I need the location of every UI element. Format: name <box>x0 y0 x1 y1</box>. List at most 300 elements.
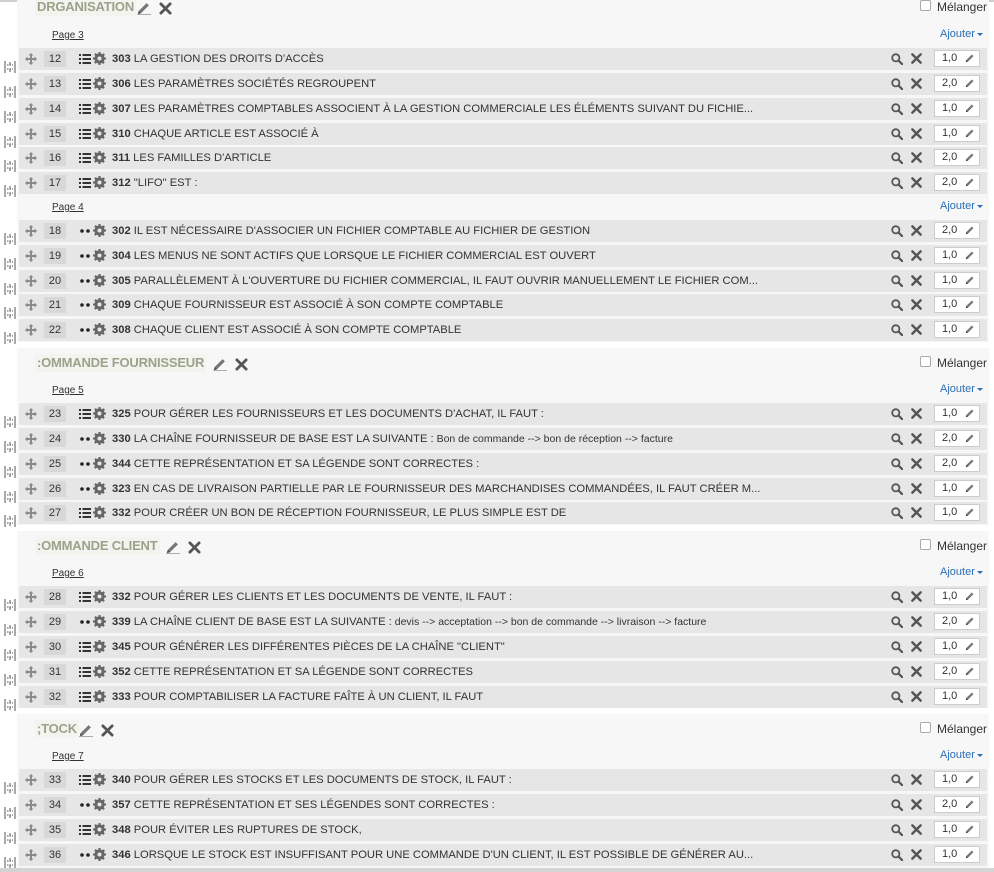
page-break-icon[interactable] <box>4 136 16 148</box>
search-icon[interactable] <box>891 128 903 140</box>
pencil-icon[interactable] <box>965 299 975 309</box>
max-mark-field[interactable] <box>934 50 980 67</box>
max-mark-field[interactable] <box>934 771 980 788</box>
page-link[interactable]: Page 7 <box>52 751 84 762</box>
page-break-icon[interactable] <box>4 515 16 527</box>
move-arrows-icon[interactable] <box>25 225 37 237</box>
gear-icon[interactable] <box>93 615 106 628</box>
question-title: CHAQUE CLIENT EST ASSOCIÉ À SON COMPTE COMPTABLE <box>133 324 462 336</box>
max-mark-value: 1,0 <box>942 848 958 860</box>
close-icon[interactable] <box>911 53 922 64</box>
move-arrows-icon[interactable] <box>25 408 37 420</box>
max-mark-field[interactable] <box>934 663 980 680</box>
shuffle-checkbox[interactable] <box>920 356 931 367</box>
move-arrows-icon[interactable] <box>25 128 37 140</box>
max-mark-value: 2,0 <box>942 224 958 236</box>
gear-icon[interactable] <box>93 690 106 703</box>
page-break-icon[interactable] <box>4 283 16 295</box>
pencil-icon[interactable] <box>965 458 975 468</box>
add-dropdown-button[interactable] <box>940 28 983 40</box>
move-arrows-icon[interactable] <box>25 666 37 678</box>
move-arrows-icon[interactable] <box>25 799 37 811</box>
pencil-icon[interactable] <box>965 128 975 138</box>
caret-down-icon <box>977 205 983 208</box>
question-title: POUR GÉRER LES STOCKS ET LES DOCUMENTS DE STOCK, IL FAUT : <box>133 774 512 786</box>
delete-section-close-icon[interactable] <box>188 541 202 555</box>
gear-icon[interactable] <box>93 224 106 237</box>
max-mark-field[interactable] <box>934 296 980 313</box>
move-arrows-icon[interactable] <box>25 824 37 836</box>
page-break-icon[interactable] <box>4 649 16 661</box>
question-text[interactable] <box>112 147 271 169</box>
question-id: 304 <box>112 250 131 262</box>
move-arrows-icon[interactable] <box>25 507 37 519</box>
close-icon[interactable] <box>911 128 922 139</box>
search-icon[interactable] <box>891 849 903 861</box>
gear-icon[interactable] <box>93 665 106 678</box>
pencil-icon[interactable] <box>965 324 975 334</box>
pencil-icon[interactable] <box>965 250 975 260</box>
pencil-icon[interactable] <box>965 666 975 676</box>
move-arrows-icon[interactable] <box>25 177 37 189</box>
max-mark-value: 2,0 <box>942 151 958 163</box>
question-row <box>19 453 987 475</box>
move-arrows-icon[interactable] <box>25 458 37 470</box>
search-icon[interactable] <box>891 275 903 287</box>
question-number: 33 <box>44 772 66 788</box>
close-icon[interactable] <box>911 824 922 835</box>
gear-icon[interactable] <box>93 590 106 603</box>
question-title: LA CHAÎNE CLIENT DE BASE EST LA SUIVANTE : <box>133 616 392 628</box>
pencil-icon[interactable] <box>965 507 975 517</box>
pencil-icon[interactable] <box>965 591 975 601</box>
delete-section-close-icon[interactable] <box>101 724 115 738</box>
search-icon[interactable] <box>891 103 903 115</box>
search-icon[interactable] <box>891 591 903 603</box>
shuffle-checkbox[interactable] <box>920 539 931 550</box>
max-mark-field[interactable] <box>934 100 980 117</box>
question-text[interactable] <box>112 270 758 292</box>
question-title: CETTE REPRÉSENTATION ET SES LÉGENDES SONT CORRECTES : <box>133 799 495 811</box>
search-icon[interactable] <box>891 824 903 836</box>
gear-icon[interactable] <box>93 298 106 311</box>
close-icon[interactable] <box>911 616 922 627</box>
question-number: 22 <box>44 322 66 338</box>
question-title: LES FAMILLES D'ARTICLE <box>133 152 272 164</box>
page-break-icon[interactable] <box>4 832 16 844</box>
edit-section-pencil-icon[interactable] <box>137 1 151 15</box>
gear-icon[interactable] <box>93 52 106 65</box>
page-break-icon[interactable] <box>4 416 16 428</box>
pencil-icon[interactable] <box>965 53 975 63</box>
edit-section-pencil-icon[interactable] <box>79 723 93 737</box>
search-icon[interactable] <box>891 78 903 90</box>
pencil-icon[interactable] <box>965 691 975 701</box>
search-icon[interactable] <box>891 225 903 237</box>
pencil-icon[interactable] <box>965 824 975 834</box>
shuffle-toggle[interactable] <box>920 0 994 14</box>
search-icon[interactable] <box>891 299 903 311</box>
search-icon[interactable] <box>891 433 903 445</box>
max-mark-field[interactable] <box>934 174 980 191</box>
shuffle-label: Mélanger <box>937 356 988 370</box>
page-link[interactable]: Page 6 <box>52 568 84 579</box>
caret-down-icon <box>977 754 983 757</box>
page-break-icon[interactable] <box>4 699 16 711</box>
question-number: 26 <box>44 481 66 497</box>
list-icon <box>79 177 91 189</box>
max-mark-field[interactable] <box>934 455 980 472</box>
close-icon[interactable] <box>911 275 922 286</box>
page-break-icon[interactable] <box>4 807 16 819</box>
page-break-icon[interactable] <box>4 61 16 73</box>
gear-icon[interactable] <box>93 77 106 90</box>
question-text[interactable] <box>112 245 596 267</box>
pencil-icon[interactable] <box>965 408 975 418</box>
search-icon[interactable] <box>891 691 903 703</box>
page-break-icon[interactable] <box>4 307 16 319</box>
gear-icon[interactable] <box>93 127 106 140</box>
move-arrows-icon[interactable] <box>25 691 37 703</box>
question-id: 303 <box>112 53 131 65</box>
question-number: 20 <box>44 273 66 289</box>
close-icon[interactable] <box>911 433 922 444</box>
search-icon[interactable] <box>891 458 903 470</box>
add-dropdown-button[interactable] <box>940 749 983 761</box>
page-break-icon[interactable] <box>4 185 16 197</box>
search-icon[interactable] <box>891 324 903 336</box>
gear-icon[interactable] <box>93 798 106 811</box>
close-icon[interactable] <box>911 691 922 702</box>
pencil-icon[interactable] <box>965 275 975 285</box>
question-title: LA CHAÎNE FOURNISSEUR DE BASE EST LA SUIVANTE : <box>133 433 434 445</box>
max-mark-field[interactable] <box>934 321 980 338</box>
search-icon[interactable] <box>891 799 903 811</box>
question-text[interactable] <box>112 220 590 242</box>
question-id: 346 <box>112 849 131 861</box>
question-text[interactable] <box>112 661 473 683</box>
question-text[interactable] <box>112 453 479 475</box>
question-id: 307 <box>112 103 131 115</box>
question-title: "LIFO" EST : <box>133 177 198 189</box>
close-icon[interactable] <box>911 408 922 419</box>
search-icon[interactable] <box>891 641 903 653</box>
page-break-icon[interactable] <box>4 674 16 686</box>
gear-icon[interactable] <box>93 323 106 336</box>
question-text[interactable] <box>112 98 753 120</box>
page-break-icon[interactable] <box>4 599 16 611</box>
close-icon[interactable] <box>911 774 922 785</box>
question-row <box>19 611 987 633</box>
question-text[interactable] <box>112 769 512 791</box>
dots-icon <box>79 616 91 628</box>
page-break-icon[interactable] <box>4 782 16 794</box>
question-number: 31 <box>44 664 66 680</box>
max-mark-field[interactable] <box>934 149 980 166</box>
pencil-icon[interactable] <box>965 103 975 113</box>
close-icon[interactable] <box>911 250 922 261</box>
question-row <box>19 123 987 145</box>
gear-icon[interactable] <box>93 274 106 287</box>
question-title: CHAQUE ARTICLE EST ASSOCIÉ À <box>133 128 319 140</box>
question-text[interactable] <box>112 586 512 608</box>
max-mark-value: 1,0 <box>942 506 958 518</box>
search-icon[interactable] <box>891 616 903 628</box>
question-id: 325 <box>112 408 131 420</box>
question-number: 30 <box>44 639 66 655</box>
move-arrows-icon[interactable] <box>25 275 37 287</box>
move-arrows-icon[interactable] <box>25 849 37 861</box>
shuffle-toggle[interactable] <box>920 356 994 370</box>
close-icon[interactable] <box>911 78 922 89</box>
move-arrows-icon[interactable] <box>25 483 37 495</box>
question-text[interactable] <box>112 172 197 194</box>
move-arrows-icon[interactable] <box>25 250 37 262</box>
page-break-icon[interactable] <box>4 491 16 503</box>
max-mark-field[interactable] <box>934 75 980 92</box>
gear-icon[interactable] <box>93 432 106 445</box>
gear-icon[interactable] <box>93 823 106 836</box>
pencil-icon[interactable] <box>965 799 975 809</box>
question-title: LES PARAMÈTRES COMPTABLES ASSOCIENT À LA GESTION COMMERCIALE LES ÉLÉMENTS SUIVANT DU FICHIE... <box>133 103 754 115</box>
max-mark-value: 2,0 <box>942 798 958 810</box>
question-number: 12 <box>44 51 66 67</box>
page-link[interactable]: Page 5 <box>52 385 84 396</box>
edit-section-pencil-icon[interactable] <box>166 540 180 554</box>
pencil-icon[interactable] <box>965 483 975 493</box>
question-number: 28 <box>44 589 66 605</box>
gear-icon[interactable] <box>93 407 106 420</box>
question-title: LES MENUS NE SONT ACTIFS QUE LORSQUE LE FICHIER COMMERCIAL EST OUVERT <box>133 250 596 262</box>
page-link[interactable]: Page 3 <box>52 30 84 41</box>
max-mark-field[interactable] <box>934 480 980 497</box>
question-id: 311 <box>112 152 131 164</box>
gear-icon[interactable] <box>93 848 106 861</box>
max-mark-value: 1,0 <box>942 482 958 494</box>
move-arrows-icon[interactable] <box>25 774 37 786</box>
search-icon[interactable] <box>891 250 903 262</box>
question-text[interactable] <box>112 294 503 316</box>
question-row <box>19 794 987 816</box>
question-text[interactable] <box>112 611 706 633</box>
max-mark-field[interactable] <box>934 430 980 447</box>
pencil-icon[interactable] <box>965 78 975 88</box>
max-mark-value: 1,0 <box>942 102 958 114</box>
max-mark-field[interactable] <box>934 688 980 705</box>
search-icon[interactable] <box>891 483 903 495</box>
close-icon[interactable] <box>911 666 922 677</box>
edit-section-pencil-icon[interactable] <box>213 357 227 371</box>
page-break-icon[interactable] <box>4 466 16 478</box>
close-icon[interactable] <box>911 152 922 163</box>
question-title: POUR CRÉER UN BON DE RÉCEPTION FOURNISSEUR, LE PLUS SIMPLE EST DE <box>133 507 567 519</box>
shuffle-checkbox[interactable] <box>920 0 931 11</box>
pencil-icon[interactable] <box>965 849 975 859</box>
move-arrows-icon[interactable] <box>25 152 37 164</box>
question-text[interactable] <box>112 686 483 708</box>
page-break-icon[interactable] <box>4 332 16 344</box>
gear-icon[interactable] <box>93 506 106 519</box>
close-icon[interactable] <box>911 177 922 188</box>
max-mark-field[interactable] <box>934 222 980 239</box>
max-mark-field[interactable] <box>934 796 980 813</box>
question-text[interactable] <box>112 428 673 450</box>
pencil-icon[interactable] <box>965 433 975 443</box>
max-mark-field[interactable] <box>934 247 980 264</box>
close-icon[interactable] <box>911 799 922 810</box>
max-mark-field[interactable] <box>934 613 980 630</box>
question-id: 312 <box>112 177 131 189</box>
max-mark-value: 1,0 <box>942 640 958 652</box>
question-detail: Bon de commande --> bon de réception --> facture <box>433 433 673 445</box>
add-dropdown-button[interactable] <box>940 566 983 578</box>
shuffle-checkbox[interactable] <box>920 722 931 733</box>
add-dropdown-button[interactable] <box>940 200 983 212</box>
gear-icon[interactable] <box>93 249 106 262</box>
section-title: :OMMANDE CLIENT <box>37 538 158 553</box>
dots-icon <box>79 299 91 311</box>
max-mark-field[interactable] <box>934 504 980 521</box>
search-icon[interactable] <box>891 177 903 189</box>
gear-icon[interactable] <box>93 457 106 470</box>
search-icon[interactable] <box>891 53 903 65</box>
pencil-icon[interactable] <box>965 616 975 626</box>
question-id: 306 <box>112 78 131 90</box>
delete-section-close-icon[interactable] <box>235 358 249 372</box>
close-icon[interactable] <box>911 324 922 335</box>
close-icon[interactable] <box>911 103 922 114</box>
close-icon[interactable] <box>911 225 922 236</box>
close-icon[interactable] <box>911 507 922 518</box>
question-text[interactable] <box>112 819 362 841</box>
question-number: 27 <box>44 505 66 521</box>
page-break-icon[interactable] <box>4 441 16 453</box>
search-icon[interactable] <box>891 507 903 519</box>
max-mark-field[interactable] <box>934 272 980 289</box>
move-arrows-icon[interactable] <box>25 78 37 90</box>
question-number: 17 <box>44 175 66 191</box>
page-break-icon[interactable] <box>4 233 16 245</box>
add-dropdown-button[interactable] <box>940 383 983 395</box>
close-icon[interactable] <box>911 458 922 469</box>
add-label: Ajouter <box>940 200 975 212</box>
max-mark-field[interactable] <box>934 821 980 838</box>
page-break-icon[interactable] <box>4 111 16 123</box>
search-icon[interactable] <box>891 666 903 678</box>
question-text[interactable] <box>112 502 566 524</box>
question-number: 35 <box>44 822 66 838</box>
dots-icon <box>79 799 91 811</box>
move-arrows-icon[interactable] <box>25 103 37 115</box>
page-break-icon[interactable] <box>4 624 16 636</box>
question-text[interactable] <box>112 48 324 70</box>
question-number: 32 <box>44 689 66 705</box>
pencil-icon[interactable] <box>965 225 975 235</box>
move-arrows-icon[interactable] <box>25 616 37 628</box>
move-arrows-icon[interactable] <box>25 324 37 336</box>
section-title: DRGANISATION <box>37 0 135 14</box>
question-number: 34 <box>44 797 66 813</box>
page-break-icon[interactable] <box>4 86 16 98</box>
question-title: POUR COMPTABILISER LA FACTURE FAÎTE À UN CLIENT, IL FAUT <box>133 691 484 703</box>
gear-icon[interactable] <box>93 176 106 189</box>
question-text[interactable] <box>112 73 376 95</box>
max-mark-field[interactable] <box>934 405 980 422</box>
gear-icon[interactable] <box>93 151 106 164</box>
move-arrows-icon[interactable] <box>25 641 37 653</box>
gear-icon[interactable] <box>93 482 106 495</box>
close-icon[interactable] <box>911 299 922 310</box>
section-title: ;TOCK <box>37 721 77 736</box>
question-text[interactable] <box>112 123 319 145</box>
gear-icon[interactable] <box>93 640 106 653</box>
pencil-icon[interactable] <box>965 641 975 651</box>
question-row <box>19 819 987 841</box>
dots-icon <box>79 250 91 262</box>
question-text[interactable] <box>112 478 760 500</box>
dots-icon <box>79 849 91 861</box>
question-text[interactable] <box>112 844 753 866</box>
question-row <box>19 844 987 866</box>
search-icon[interactable] <box>891 408 903 420</box>
page-link[interactable]: Page 4 <box>52 202 84 213</box>
max-mark-value: 2,0 <box>942 615 958 627</box>
question-detail: devis --> acceptation --> bon de commande --> livraison --> facture <box>391 616 707 628</box>
max-mark-field[interactable] <box>934 588 980 605</box>
move-arrows-icon[interactable] <box>25 433 37 445</box>
question-text[interactable] <box>112 319 461 341</box>
page-break-icon[interactable] <box>4 160 16 172</box>
pencil-icon[interactable] <box>965 152 975 162</box>
gear-icon[interactable] <box>93 102 106 115</box>
question-number: 14 <box>44 101 66 117</box>
page-break-icon[interactable] <box>4 258 16 270</box>
search-icon[interactable] <box>891 152 903 164</box>
question-text[interactable] <box>112 403 544 425</box>
close-icon[interactable] <box>911 641 922 652</box>
max-mark-value: 2,0 <box>942 432 958 444</box>
max-mark-value: 2,0 <box>942 457 958 469</box>
max-mark-field[interactable] <box>934 125 980 142</box>
question-id: 309 <box>112 299 131 311</box>
shuffle-label: Mélanger <box>937 722 988 736</box>
question-title: LES PARAMÈTRES SOCIÉTÉS REGROUPENT <box>133 78 377 90</box>
question-text[interactable] <box>112 794 495 816</box>
close-icon[interactable] <box>911 849 922 860</box>
move-arrows-icon[interactable] <box>25 53 37 65</box>
shuffle-toggle[interactable] <box>920 722 994 736</box>
move-arrows-icon[interactable] <box>25 299 37 311</box>
list-icon <box>79 53 91 65</box>
question-id: 344 <box>112 458 131 470</box>
list-icon <box>79 691 91 703</box>
delete-section-close-icon[interactable] <box>159 2 173 16</box>
shuffle-toggle[interactable] <box>920 539 994 553</box>
pencil-icon[interactable] <box>965 177 975 187</box>
max-mark-field[interactable] <box>934 638 980 655</box>
max-mark-value: 1,0 <box>942 773 958 785</box>
close-icon[interactable] <box>911 483 922 494</box>
close-icon[interactable] <box>911 591 922 602</box>
max-mark-field[interactable] <box>934 846 980 863</box>
pencil-icon[interactable] <box>965 774 975 784</box>
search-icon[interactable] <box>891 774 903 786</box>
list-icon <box>79 824 91 836</box>
question-number: 25 <box>44 456 66 472</box>
question-text[interactable] <box>112 636 505 658</box>
move-arrows-icon[interactable] <box>25 591 37 603</box>
gear-icon[interactable] <box>93 773 106 786</box>
